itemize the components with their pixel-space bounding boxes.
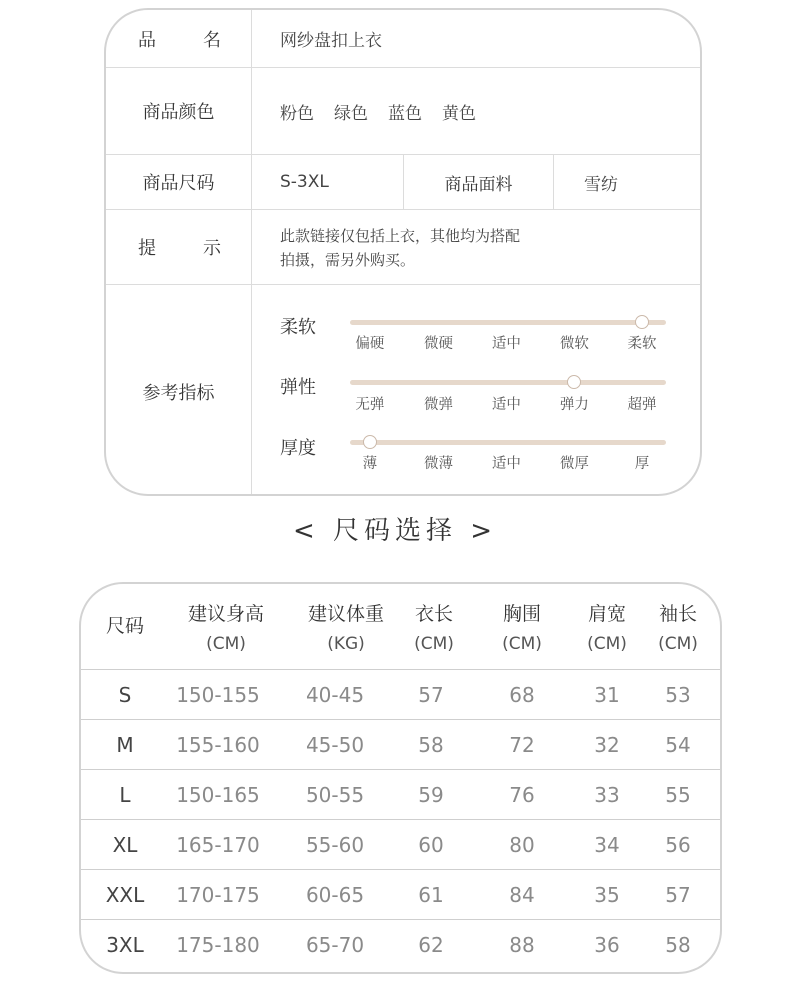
size-cell: L xyxy=(119,783,131,807)
color-label: 商品颜色 xyxy=(106,68,252,154)
weight-cell: 55-60 xyxy=(305,833,365,857)
height-cell: 150-165 xyxy=(176,783,260,807)
size-cell: 3XL xyxy=(106,933,144,957)
size-chart-table xyxy=(79,582,722,974)
header-height: 建议身高 (CM) xyxy=(187,603,265,654)
header-sleeve: 袖长 (CM) xyxy=(658,603,698,654)
length-cell: 58 xyxy=(418,733,444,757)
table-row xyxy=(81,920,720,970)
chest-cell: 76 xyxy=(509,783,535,807)
shoulder-cell: 35 xyxy=(594,883,620,907)
thickness-knob xyxy=(363,435,377,449)
softness-knob xyxy=(635,315,649,329)
color-row xyxy=(106,68,700,155)
color-option: 蓝色 xyxy=(388,103,422,124)
size-label: 商品尺码 xyxy=(106,155,252,209)
sleeve-cell: 58 xyxy=(665,933,691,957)
size-cell: XL xyxy=(112,833,138,857)
scale-label: 柔软 xyxy=(627,336,657,352)
scale-label: 适中 xyxy=(491,456,521,472)
softness-track xyxy=(350,320,666,325)
weight-cell: 45-50 xyxy=(305,733,365,757)
indicator-label: 参考指标 xyxy=(106,285,252,496)
height-cell: 155-160 xyxy=(176,733,260,757)
color-option: 绿色 xyxy=(334,103,368,124)
height-cell: 150-155 xyxy=(176,683,260,707)
name-row xyxy=(106,10,700,68)
height-cell: 170-175 xyxy=(176,883,260,907)
scale-label: 适中 xyxy=(491,397,521,413)
size-cell: S xyxy=(118,683,132,707)
weight-cell: 50-55 xyxy=(305,783,365,807)
size-chart-header xyxy=(81,584,720,670)
size-section-heading: < 尺码选择 > xyxy=(292,516,498,546)
scale-label: 微厚 xyxy=(559,456,589,472)
size-cell: M xyxy=(116,733,134,757)
scale-label: 微薄 xyxy=(423,456,453,472)
header-length: 衣长 (CM) xyxy=(414,603,454,654)
table-row xyxy=(81,670,720,720)
elasticity-knob xyxy=(567,375,581,389)
table-row xyxy=(81,820,720,870)
size-fabric-row xyxy=(106,155,700,210)
color-options xyxy=(252,68,700,154)
length-cell: 61 xyxy=(418,883,444,907)
table-row xyxy=(81,870,720,920)
chest-cell: 68 xyxy=(509,683,535,707)
indicator-row xyxy=(106,285,700,496)
header-weight: 建议体重 (KG) xyxy=(307,603,385,654)
shoulder-cell: 32 xyxy=(594,733,620,757)
shoulder-cell: 33 xyxy=(594,783,620,807)
header-size: 尺码 xyxy=(105,615,145,637)
table-row xyxy=(81,720,720,770)
scale-label: 超弹 xyxy=(627,397,657,413)
chest-cell: 88 xyxy=(509,933,535,957)
header-shoulder: 肩宽 (CM) xyxy=(587,603,627,654)
chest-cell: 84 xyxy=(509,883,535,907)
tip-text: 此款链接仅包括上衣，其他均为搭配 拍摄，需另外购买。 xyxy=(280,227,521,269)
tip-label: 提 示 xyxy=(106,210,252,284)
fabric-value: 雪纺 xyxy=(584,174,618,195)
scale-label: 微弹 xyxy=(423,397,453,413)
sleeve-cell: 55 xyxy=(665,783,691,807)
scale-label: 无弹 xyxy=(355,397,385,413)
thickness-scale xyxy=(350,452,666,472)
height-cell: 165-170 xyxy=(176,833,260,857)
chest-cell: 80 xyxy=(509,833,535,857)
tip-row xyxy=(106,210,700,285)
scale-label: 厚 xyxy=(634,456,650,472)
elasticity-track xyxy=(350,380,666,385)
fabric-label: 商品面料 xyxy=(404,155,554,209)
chest-cell: 72 xyxy=(509,733,535,757)
thickness-title: 厚度 xyxy=(280,438,316,459)
weight-cell: 60-65 xyxy=(305,883,365,907)
name-label: 品 名 xyxy=(106,10,252,67)
weight-cell: 65-70 xyxy=(305,933,365,957)
color-option: 黄色 xyxy=(442,103,476,124)
size-cell: XXL xyxy=(105,883,145,907)
table-row xyxy=(81,770,720,820)
shoulder-cell: 36 xyxy=(594,933,620,957)
elasticity-scale xyxy=(350,393,666,413)
thickness-track xyxy=(350,440,666,445)
product-info-table xyxy=(104,8,702,496)
length-cell: 62 xyxy=(418,933,444,957)
length-cell: 57 xyxy=(418,683,444,707)
shoulder-cell: 31 xyxy=(594,683,620,707)
softness-title: 柔软 xyxy=(280,317,316,338)
length-cell: 60 xyxy=(418,833,444,857)
scale-label: 微硬 xyxy=(423,336,453,352)
sleeve-cell: 54 xyxy=(665,733,691,757)
size-value: S-3XL xyxy=(252,155,404,209)
height-cell: 175-180 xyxy=(176,933,260,957)
softness-scale xyxy=(350,332,666,352)
scale-label: 弹力 xyxy=(559,397,589,413)
sleeve-cell: 53 xyxy=(665,683,691,707)
length-cell: 59 xyxy=(418,783,444,807)
scale-label: 薄 xyxy=(362,456,378,472)
header-chest: 胸围 (CM) xyxy=(502,603,542,654)
scale-label: 微软 xyxy=(559,336,589,352)
weight-cell: 40-45 xyxy=(305,683,365,707)
elasticity-title: 弹性 xyxy=(280,377,316,398)
sleeve-cell: 56 xyxy=(665,833,691,857)
color-option: 粉色 xyxy=(280,103,314,124)
shoulder-cell: 34 xyxy=(594,833,620,857)
scale-label: 适中 xyxy=(491,336,521,352)
scale-label: 偏硬 xyxy=(355,336,385,352)
name-value: 网纱盘扣上衣 xyxy=(280,31,382,51)
sleeve-cell: 57 xyxy=(665,883,691,907)
